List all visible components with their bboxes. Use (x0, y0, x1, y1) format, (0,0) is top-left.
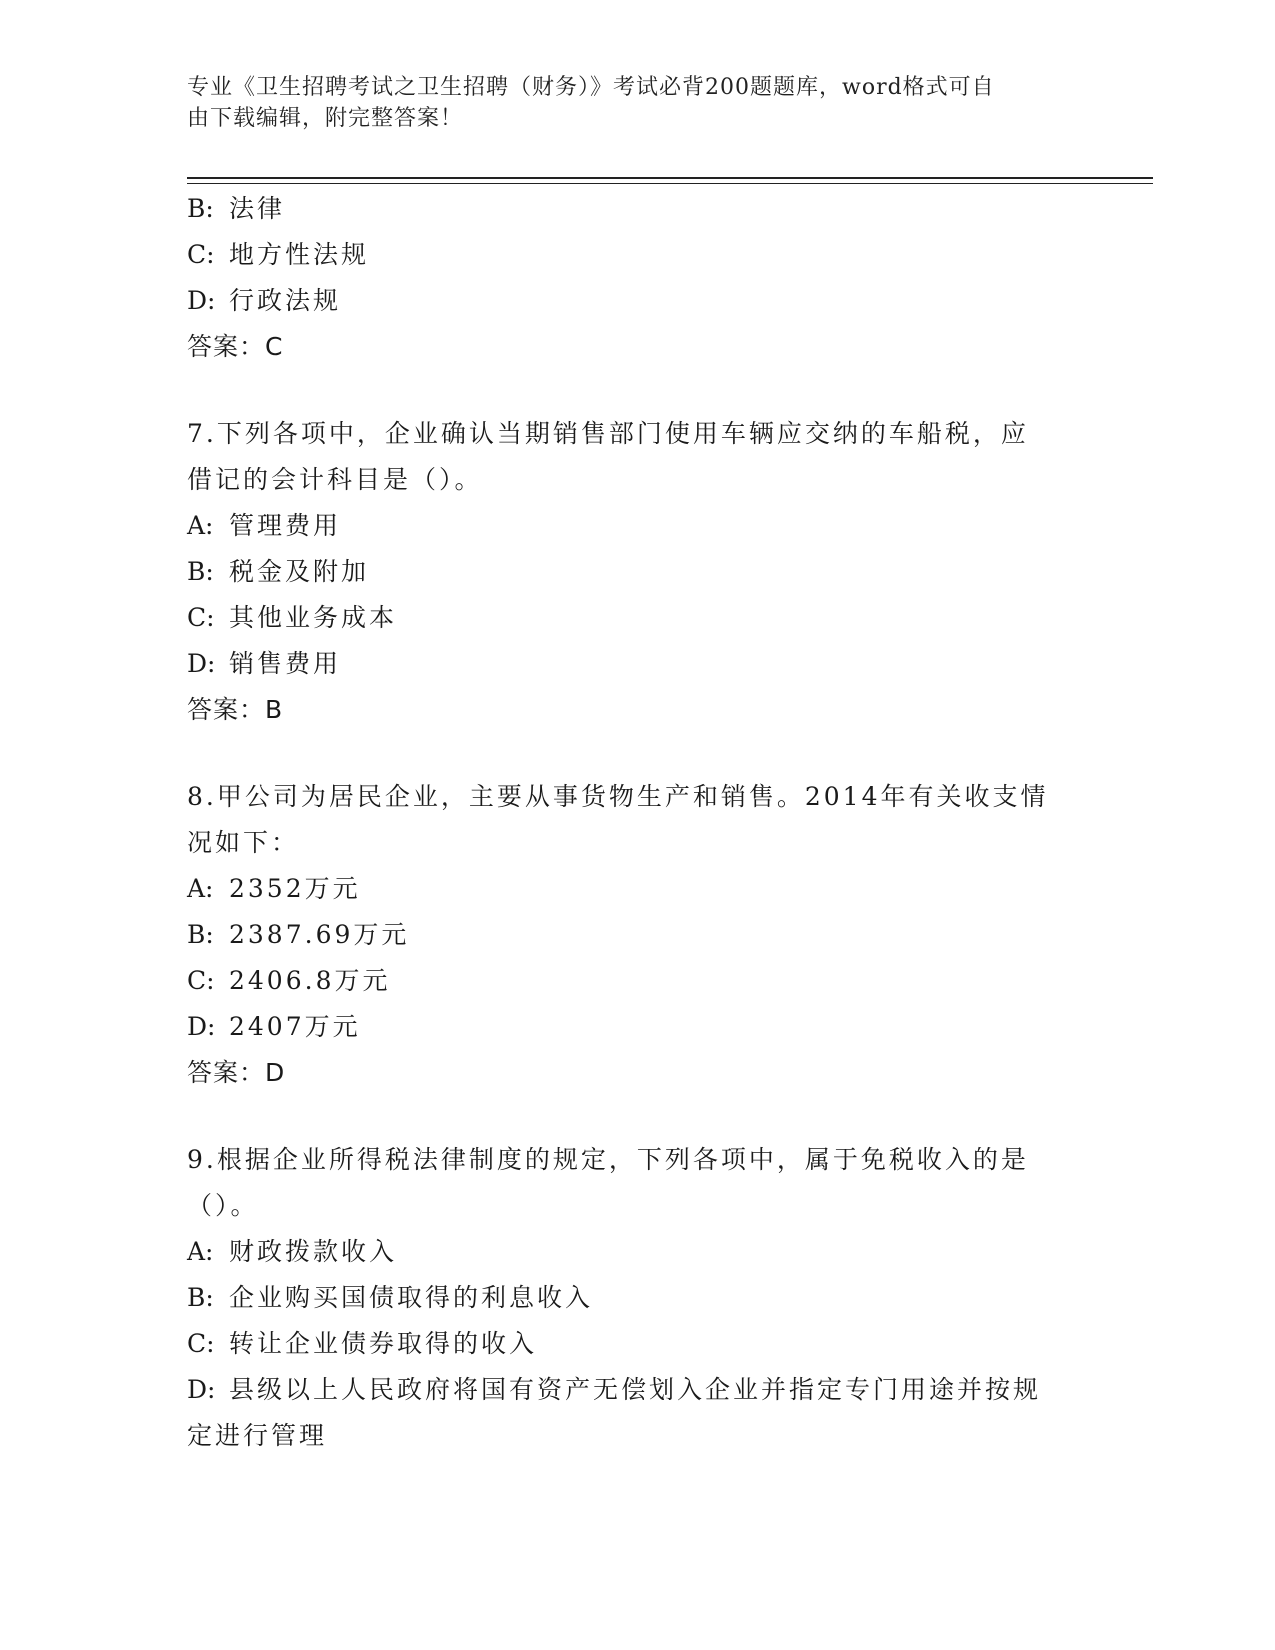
question-content (187, 186, 1087, 1459)
question-stem (187, 411, 1067, 503)
header-line-2: 由下载编辑，附完整答案！ (187, 106, 464, 131)
option-text: 地方性法规 (229, 240, 370, 269)
header-line-1: 专业《卫生招聘考试之卫生招聘（财务）》考试必背200题题库，word格式可自 (187, 75, 995, 100)
answer: 答案：B (187, 695, 284, 724)
option-label: B: (187, 920, 214, 949)
option-d (187, 1004, 1087, 1050)
option-text: 企业购买国债取得的利息收入 (229, 1283, 594, 1312)
document-header (187, 72, 1067, 134)
option-text: 2387.69万元 (229, 920, 410, 949)
option-text: 2352万元 (229, 874, 361, 903)
answer: 答案：D (187, 1058, 286, 1087)
option-d (187, 1367, 1087, 1413)
option-label: C: (187, 240, 215, 269)
option-c (187, 958, 1087, 1004)
header-divider-thick (187, 177, 1153, 179)
option-label: B: (187, 557, 214, 586)
option-a (187, 866, 1087, 912)
header-divider-thin (187, 183, 1153, 184)
option-text: 销售费用 (229, 649, 342, 678)
option-b (187, 1275, 1087, 1321)
option-label: D: (187, 649, 216, 678)
option-a (187, 1229, 1087, 1275)
option-d-continuation: 定进行管理 (187, 1421, 328, 1450)
option-label: C: (187, 1329, 215, 1358)
spacer (187, 733, 1087, 774)
option-label: C: (187, 966, 215, 995)
option-a (187, 503, 1087, 549)
option-text: 2406.8万元 (229, 966, 391, 995)
option-label: A: (187, 874, 214, 903)
option-b (187, 186, 1087, 232)
question-9 (187, 1137, 1087, 1459)
question-line-2: 况如下： (187, 828, 300, 857)
option-label: B: (187, 194, 214, 223)
option-text: 法律 (229, 194, 286, 223)
option-label: D: (187, 286, 216, 315)
option-text: 财政拨款收入 (229, 1237, 398, 1266)
option-label: D: (187, 1012, 216, 1041)
option-text: 2407万元 (229, 1012, 361, 1041)
option-d (187, 641, 1087, 687)
option-c (187, 232, 1087, 278)
option-text: 县级以上人民政府将国有资产无偿划入企业并指定专门用途并按规 (229, 1375, 1042, 1404)
question-8 (187, 774, 1087, 1096)
question-line-1: 9.根据企业所得税法律制度的规定，下列各项中，属于免税收入的是 (187, 1145, 1029, 1174)
option-text: 管理费用 (229, 511, 342, 540)
option-label: B: (187, 1283, 214, 1312)
option-text: 其他业务成本 (229, 603, 398, 632)
option-label: C: (187, 603, 215, 632)
answer: 答案：C (187, 332, 284, 361)
question-line-2: 借记的会计科目是（）。 (187, 465, 483, 494)
question-stem (187, 1137, 1067, 1229)
question-line-1: 8.甲公司为居民企业，主要从事货物生产和销售。2014年有关收支情 (187, 782, 1049, 811)
option-text: 行政法规 (229, 286, 342, 315)
option-c (187, 595, 1087, 641)
option-d (187, 278, 1087, 324)
question-line-2: （）。 (187, 1191, 259, 1220)
question-stem (187, 774, 1067, 866)
option-b (187, 912, 1087, 958)
spacer (187, 370, 1087, 411)
option-c (187, 1321, 1087, 1367)
question-7 (187, 411, 1087, 733)
option-text: 转让企业债券取得的收入 (229, 1329, 538, 1358)
prev-question-block (187, 186, 1087, 370)
option-text: 税金及附加 (229, 557, 370, 586)
option-label: A: (187, 1237, 214, 1266)
question-line-1: 7.下列各项中，企业确认当期销售部门使用车辆应交纳的车船税，应 (187, 419, 1029, 448)
option-b (187, 549, 1087, 595)
option-label: D: (187, 1375, 216, 1404)
spacer (187, 1096, 1087, 1137)
option-label: A: (187, 511, 214, 540)
